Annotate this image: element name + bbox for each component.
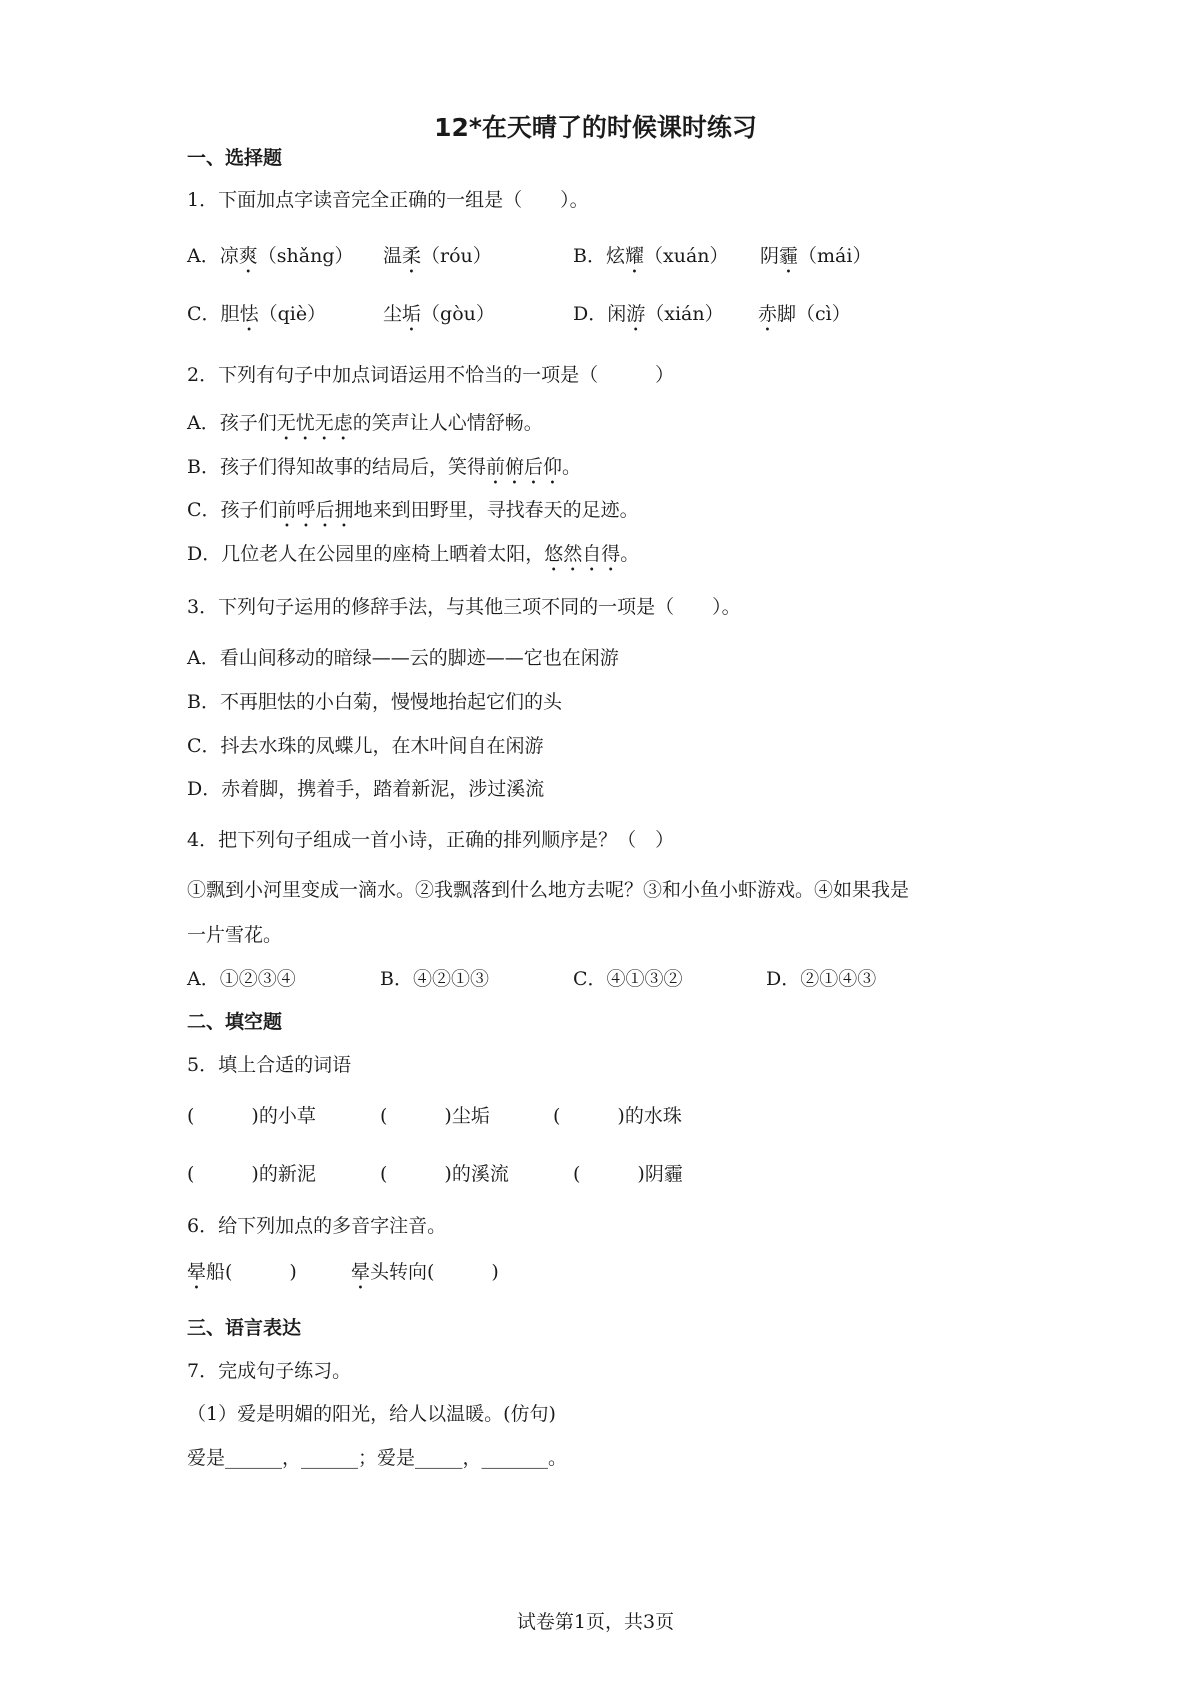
q6-word-text: 头转向( ): [370, 1261, 499, 1283]
dotted-char: 晕: [187, 1261, 207, 1283]
section-heading-choice: 一、选择题: [187, 147, 283, 169]
option-text: 地来到田野里，寻找春天的足迹。: [353, 499, 639, 521]
option-label: B．: [573, 245, 606, 267]
q1-option-b: [573, 243, 729, 278]
q1-c2-text: 尘: [383, 303, 403, 325]
q3-option-c: C．抖去水珠的凤蝶儿，在木叶间自在闲游: [187, 735, 544, 757]
q1-a2-text: 温: [383, 245, 403, 267]
q2-option-a: [187, 410, 543, 445]
dotted-char: 垢: [402, 303, 422, 325]
q7-subquestion-1: （1）爱是明媚的阳光，给人以温暖。(仿句): [187, 1403, 556, 1425]
dotted-char: 爽: [238, 245, 258, 267]
option-label: D．: [573, 303, 608, 325]
q2-option-c: [187, 497, 639, 532]
dotted-char: 游: [626, 303, 646, 325]
q5-blank: ( )的新泥: [187, 1163, 316, 1185]
q6-word-2: [351, 1259, 499, 1294]
q4-option-b: B．④②①③: [380, 968, 489, 990]
q5-stem: 5．填上合适的词语: [187, 1054, 352, 1076]
pinyin: （qiè）: [258, 303, 327, 325]
section-heading-fill: 二、填空题: [187, 1011, 283, 1033]
option-text: 的笑声让人心情舒畅。: [352, 412, 543, 434]
dotted-char: 怯: [239, 303, 259, 325]
q5-blank: ( )的水珠: [553, 1105, 682, 1127]
q7-stem: 7．完成句子练习。: [187, 1360, 352, 1382]
q1-b2-text: 阴: [760, 245, 780, 267]
q1-stem: 1．下面加点字读音完全正确的一组是（ ）。: [187, 189, 589, 211]
q1-option-b-2: [760, 243, 871, 278]
q4-option-c: C．④①③②: [573, 968, 683, 990]
q2-stem: 2．下列有句子中加点词语运用不恰当的一项是（ ）: [187, 364, 675, 386]
dotted-char: 赤: [758, 303, 778, 325]
q3-option-a: A．看山间移动的暗绿——云的脚迹——它也在闲游: [187, 647, 619, 669]
q1-c1-text: 胆: [220, 303, 240, 325]
q4-poem-line-1: ①飘到小河里变成一滴水。②我飘落到什么地方去呢？③和小鱼小虾游戏。④如果我是: [187, 879, 910, 901]
q4-poem-line-2: 一片雪花。: [187, 924, 283, 946]
q3-option-d: D．赤着脚，携着手，踏着新泥，涉过溪流: [187, 778, 545, 800]
q1-option-c: [187, 301, 326, 336]
pinyin: （xuán）: [644, 245, 729, 267]
dotted-char: 柔: [402, 245, 422, 267]
q6-word-text: 船( ): [206, 1261, 297, 1283]
option-text: A．孩子们: [187, 412, 277, 434]
pinyin: （shǎng）: [257, 245, 354, 267]
pinyin: （mái）: [798, 245, 872, 267]
q1-option-d-2: [758, 301, 851, 336]
q1-a1-text: 凉: [219, 245, 239, 267]
q1-option-a: [187, 243, 353, 278]
q3-option-b: B．不再胆怯的小白菊，慢慢地抬起它们的头: [187, 691, 562, 713]
pinyin: （xián）: [645, 303, 724, 325]
q1-d1-text: 闲: [607, 303, 627, 325]
option-label: C．: [187, 303, 221, 325]
dotted-char: 霾: [779, 245, 799, 267]
q4-stem: 4．把下列句子组成一首小诗，正确的排列顺序是？（ ）: [187, 829, 675, 851]
dotted-char: 晕: [351, 1261, 371, 1283]
pinyin: （róu）: [421, 245, 492, 267]
q2-option-d: [187, 541, 639, 576]
option-label: A．: [187, 245, 220, 267]
q3-stem: 3．下列句子运用的修辞手法，与其他三项不同的一项是（ ）。: [187, 596, 741, 618]
q1-b1-text: 炫: [605, 245, 625, 267]
dotted-phrase: 悠然自得: [544, 543, 621, 565]
option-text: 。: [561, 456, 581, 478]
option-text: D．几位老人在公园里的座椅上晒着太阳，: [187, 543, 545, 565]
q1-option-d: [573, 301, 724, 336]
option-text: 。: [620, 543, 640, 565]
q5-blank: ( )的溪流: [380, 1163, 509, 1185]
pinyin: （gòu）: [421, 303, 495, 325]
pinyin: （cì）: [796, 303, 851, 325]
q7-answer-blanks: 爱是______，______；爱是_____，_______。: [187, 1447, 568, 1469]
q2-option-b: [187, 454, 581, 489]
q1-option-c-2: [383, 301, 495, 336]
q5-blank: ( )的小草: [187, 1105, 316, 1127]
option-text: C．孩子们: [187, 499, 278, 521]
q4-option-d: D．②①④③: [766, 968, 877, 990]
page-title: 12*在天晴了的时候课时练习: [434, 113, 757, 142]
page-footer: 试卷第1页，共3页: [516, 1611, 675, 1633]
q6-stem: 6．给下列加点的多音字注音。: [187, 1215, 447, 1237]
q5-blank: ( )阴霾: [573, 1163, 683, 1185]
q6-word-1: [187, 1259, 297, 1294]
q5-blank: ( )尘垢: [380, 1105, 490, 1127]
option-text: B．孩子们得知故事的结局后，笑得: [187, 456, 486, 478]
q1-option-a-2: [383, 243, 492, 278]
dotted-phrase: 前呼后拥: [277, 499, 354, 521]
dotted-phrase: 无忧无虑: [276, 412, 353, 434]
q4-option-a: A．①②③④: [187, 968, 296, 990]
dotted-phrase: 前俯后仰: [485, 456, 562, 478]
dotted-char: 耀: [624, 245, 644, 267]
section-heading-expression: 三、语言表达: [187, 1317, 302, 1339]
q1-d2-text: 脚: [777, 303, 797, 325]
